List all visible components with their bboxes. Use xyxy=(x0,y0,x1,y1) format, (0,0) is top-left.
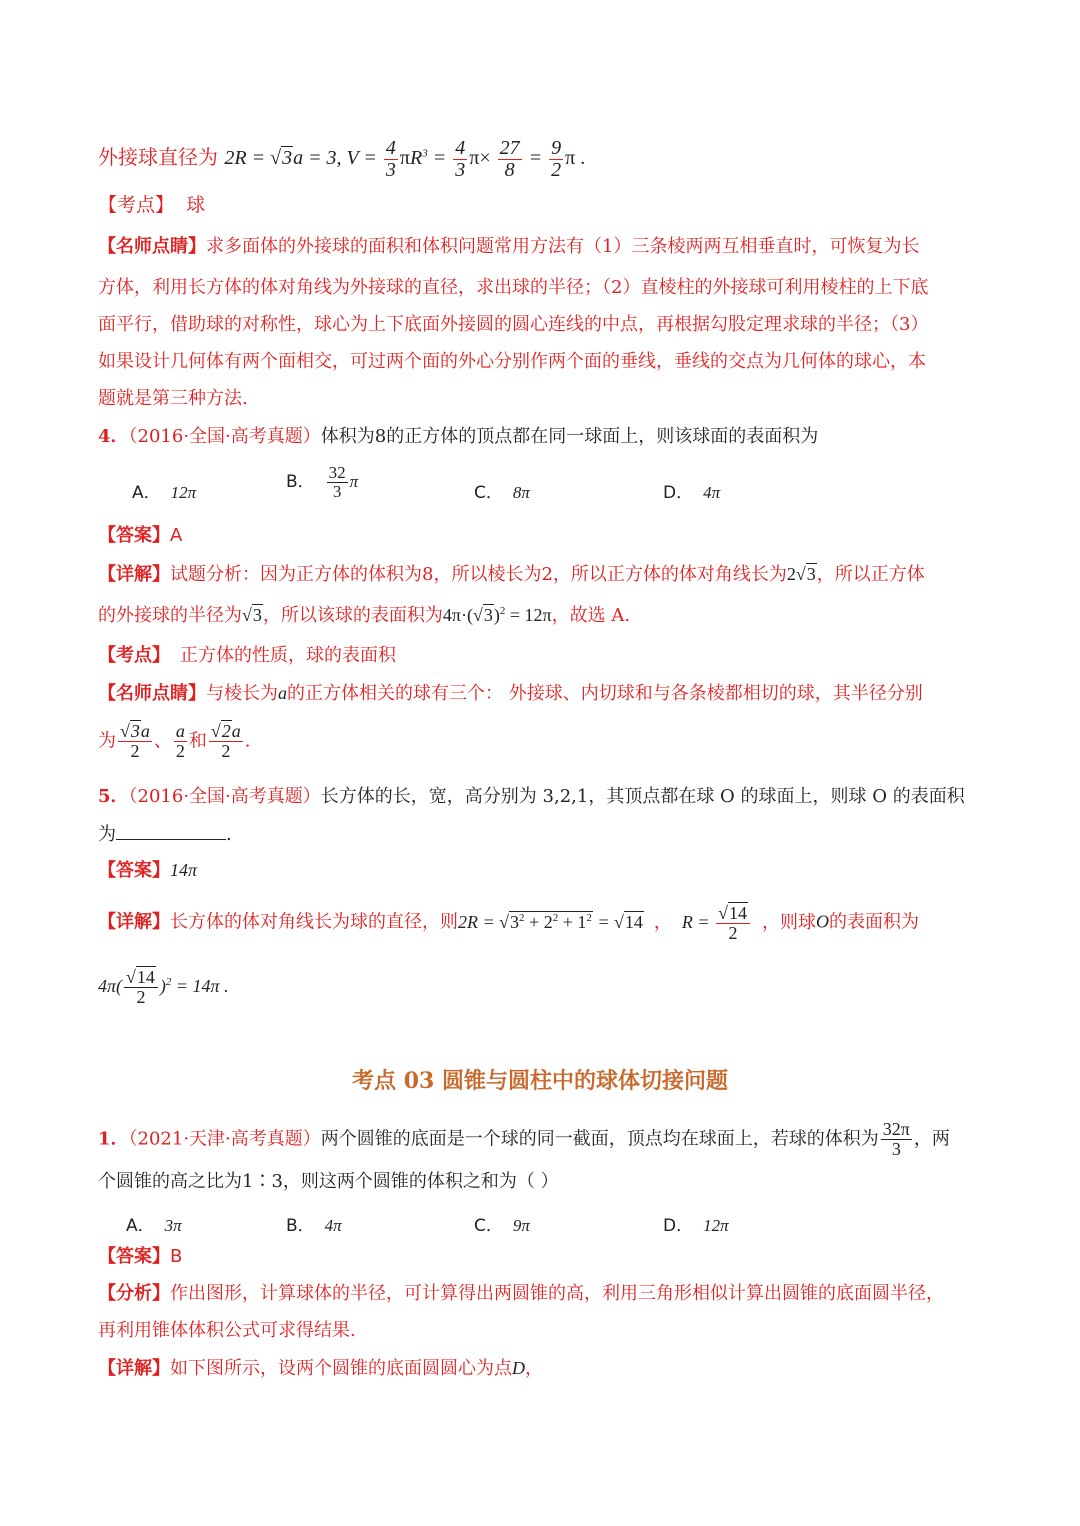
q1-detail xyxy=(98,1359,543,1378)
q4-option-c xyxy=(474,478,530,503)
detail-comma: ， xyxy=(525,1358,543,1379)
option-value: 12π xyxy=(703,1216,729,1235)
mingshi-1a: 与棱长为 xyxy=(206,683,278,704)
q1-analysis-line-2: 再利用锥体体积公式可求得结果. xyxy=(98,1320,356,1341)
q4-mingshi-line-2 xyxy=(98,722,251,761)
q4-answer xyxy=(98,527,182,545)
option-den: 3 xyxy=(332,481,342,501)
volume-formula: 2R = √3a = 3, V = $\frac{4}{3}$ $\pi R^3$ = $\frac{4}{3}$ π× $\frac{27}{8}$ = $\frac{9}{2}$ π . xyxy=(224,137,586,181)
q4-option-b xyxy=(286,464,358,501)
q1-analysis-line-1 xyxy=(98,1285,944,1303)
q1-option-d xyxy=(663,1211,729,1236)
frac-sqrt3a-2: $\frac{√3a}{2}$ xyxy=(120,721,150,761)
q4-stem xyxy=(98,428,818,446)
option-label: B． xyxy=(286,1216,315,1236)
q5-stem2: 为 xyxy=(98,824,116,845)
math-o: O xyxy=(815,911,829,932)
math-radius: √3 xyxy=(242,605,262,625)
q1-option-b xyxy=(286,1211,342,1236)
q1-option-c xyxy=(474,1211,530,1236)
q4-mingshi-line-1 xyxy=(98,684,923,703)
detail-a: 长方体的体对角线长为球的直径，则 xyxy=(170,911,458,933)
option-value: 12π xyxy=(170,483,197,502)
mingshi-line-2: 方体，利用长方体的体对角线为外接球的直径，求出球的半径；（2）直棱柱的外接球可利用棱柱的上下底 xyxy=(98,277,929,298)
option-label: C． xyxy=(474,483,503,503)
mingshi-line-5: 题就是第三种方法. xyxy=(98,388,248,409)
math-2r: $2R = √3^2 + 2^2 + 1^2 = √14$ xyxy=(458,911,643,932)
detail-text-1a: 试题分析：因为正方体的体积为8，所以棱长为2，所以正方体的体对角线长为 xyxy=(170,564,787,585)
answer-value: A xyxy=(170,525,183,546)
q5-detail-line-1 xyxy=(98,904,919,943)
q4-stem-text: 体积为8的正方体的顶点都在同一球面上，则该球面的表面积为 xyxy=(320,426,819,447)
q5-stem-text: 长方体的长，宽，高分别为 3,2,1，其顶点都在球 O 的球面上，则球 O 的表面积 xyxy=(320,786,965,807)
q4-kaodian xyxy=(98,647,396,665)
q5-source: （2016·全国·高考真题） xyxy=(128,786,321,807)
math-area: $4\pi\cdot(√3)^2 = 12\pi$ xyxy=(442,605,552,625)
tag-analysis: 【分析】 xyxy=(98,1283,170,1304)
q5-number: 5． xyxy=(98,786,129,807)
mingshi-2b: 、 xyxy=(153,730,172,752)
q1-stem-a: 两个圆锥的底面是一个球的同一截面，顶点均在球面上，若球的体积为 xyxy=(320,1128,879,1150)
q1-option-a xyxy=(126,1211,182,1236)
detail-text-2a: 的外接球的半径为 xyxy=(98,605,242,626)
mingshi-1b: 的正方体相关的球有三个： 外接球、内切球和与各条棱都相切的球，其半径分别 xyxy=(287,683,923,704)
q4-detail-line-2 xyxy=(98,606,630,625)
kaodian-text: 球 xyxy=(186,194,206,216)
q4-option-d xyxy=(663,478,720,503)
mingshi-line-1 xyxy=(98,238,919,256)
q5-stem2-end: . xyxy=(226,824,232,845)
math-r: R = $\frac{√14}{2}$ xyxy=(682,912,752,932)
detail-d: 的表面积为 xyxy=(828,911,919,933)
option-num: 32 xyxy=(328,463,346,482)
q4-detail-line-1 xyxy=(98,565,925,584)
answer-value: B xyxy=(170,1246,183,1267)
tag-kaodian: 【考点】 xyxy=(98,645,170,666)
line1-prefix: 外接球直径为 xyxy=(98,145,218,170)
detail-c: ，则球 xyxy=(761,911,816,933)
answer-blank xyxy=(116,825,226,840)
math-area-14: 4π( $\frac{√14}{2}$ )$^2$ = 14π . xyxy=(98,967,229,1007)
kaodian-text: 正方体的性质，球的表面积 xyxy=(180,645,396,666)
option-value: 4π xyxy=(324,1216,342,1235)
mingshi-2d: . xyxy=(244,730,251,752)
detail-text-2b: ，所以该球的表面积为 xyxy=(262,605,443,626)
option-label: A． xyxy=(132,483,161,503)
mingshi-2a: 为 xyxy=(98,730,116,752)
kaodian-line-1 xyxy=(98,196,205,215)
mingshi-line-3: 面平行，借助球的对称性，球心为上下底面外接圆的圆心连线的中点，再根据勾股定理求球的半径；（3） xyxy=(98,314,929,335)
q1-stem-2: 个圆锥的高之比为1∶3，则这两个圆锥的体积之和为（ ） xyxy=(98,1171,559,1192)
tag-answer: 【答案】 xyxy=(98,1246,170,1267)
q5-stem xyxy=(98,788,965,806)
tag-detail: 【详解】 xyxy=(98,1358,170,1379)
q1-stem-b: ，两 xyxy=(913,1128,950,1150)
frac-sqrt2a-2: $\frac{√2a}{2}$ xyxy=(210,721,241,761)
q4-source: （2016·全国·高考真题） xyxy=(128,426,321,447)
math-diag: 2√3 xyxy=(786,564,816,584)
tag-detail: 【详解】 xyxy=(98,911,170,933)
option-value: 8π xyxy=(512,483,530,502)
mingshi-text-1: 求多面体的外接球的面积和体积问题常用方法有（1）三条棱两两互相垂直时，可恢复为长 xyxy=(206,236,920,257)
q1-source: （2021·天津·高考真题） xyxy=(128,1128,321,1150)
tag-mingshi: 【名师点睛】 xyxy=(98,683,206,704)
detail-text-1b: ，所以正方体 xyxy=(816,564,925,585)
option-label: D． xyxy=(663,483,694,503)
option-label: A． xyxy=(126,1216,155,1236)
formula-line xyxy=(98,138,585,181)
analysis-1: 作出图形，计算球体的半径，可计算得出两圆锥的高，利用三角形相似计算出圆锥的底面圆半径， xyxy=(170,1283,944,1304)
option-value: 9π xyxy=(512,1216,530,1235)
frac-32pi-3: $\frac{32\pi}{3}$ xyxy=(882,1119,910,1159)
option-label: C． xyxy=(474,1216,503,1236)
tag-kaodian: 【考点】 xyxy=(98,194,175,216)
detail-text-2c: ，故选 A. xyxy=(551,605,631,626)
math-d: D xyxy=(512,1358,525,1378)
tag-answer: 【答案】 xyxy=(98,860,170,881)
option-label: B． xyxy=(286,471,315,492)
q4-option-a xyxy=(132,478,196,503)
q4-number: 4． xyxy=(98,426,129,447)
q5-detail-line-2 xyxy=(98,968,229,1007)
frac-a-2: $\frac{a}{2}$ xyxy=(175,721,185,761)
q1-number: 1． xyxy=(98,1128,129,1150)
section-title: 考点 03 圆锥与圆柱中的球体切接问题 xyxy=(352,1068,728,1094)
q1-answer xyxy=(98,1248,182,1266)
q1-stem xyxy=(98,1120,950,1159)
q5-answer xyxy=(98,861,197,880)
detail-b: ， xyxy=(653,911,672,933)
option-value: 3π xyxy=(164,1216,182,1235)
mingshi-2c: 和 xyxy=(188,730,207,752)
q5-stem-2 xyxy=(98,825,232,844)
option-value: 4π xyxy=(703,483,721,502)
detail-text: 如下图所示，设两个圆锥的底面圆圆心为点 xyxy=(170,1358,512,1379)
math-a: a xyxy=(278,683,287,703)
option-label: D． xyxy=(663,1216,694,1236)
option-suffix: π xyxy=(349,471,359,491)
tag-answer: 【答案】 xyxy=(98,525,170,546)
tag-mingshi: 【名师点睛】 xyxy=(98,236,206,257)
answer-value: 14π xyxy=(170,860,198,880)
mingshi-line-4: 如果设计几何体有两个面相交，可过两个面的外心分别作两个面的垂线，垂线的交点为几何体的球心，本 xyxy=(98,351,926,372)
tag-detail: 【详解】 xyxy=(98,564,170,585)
